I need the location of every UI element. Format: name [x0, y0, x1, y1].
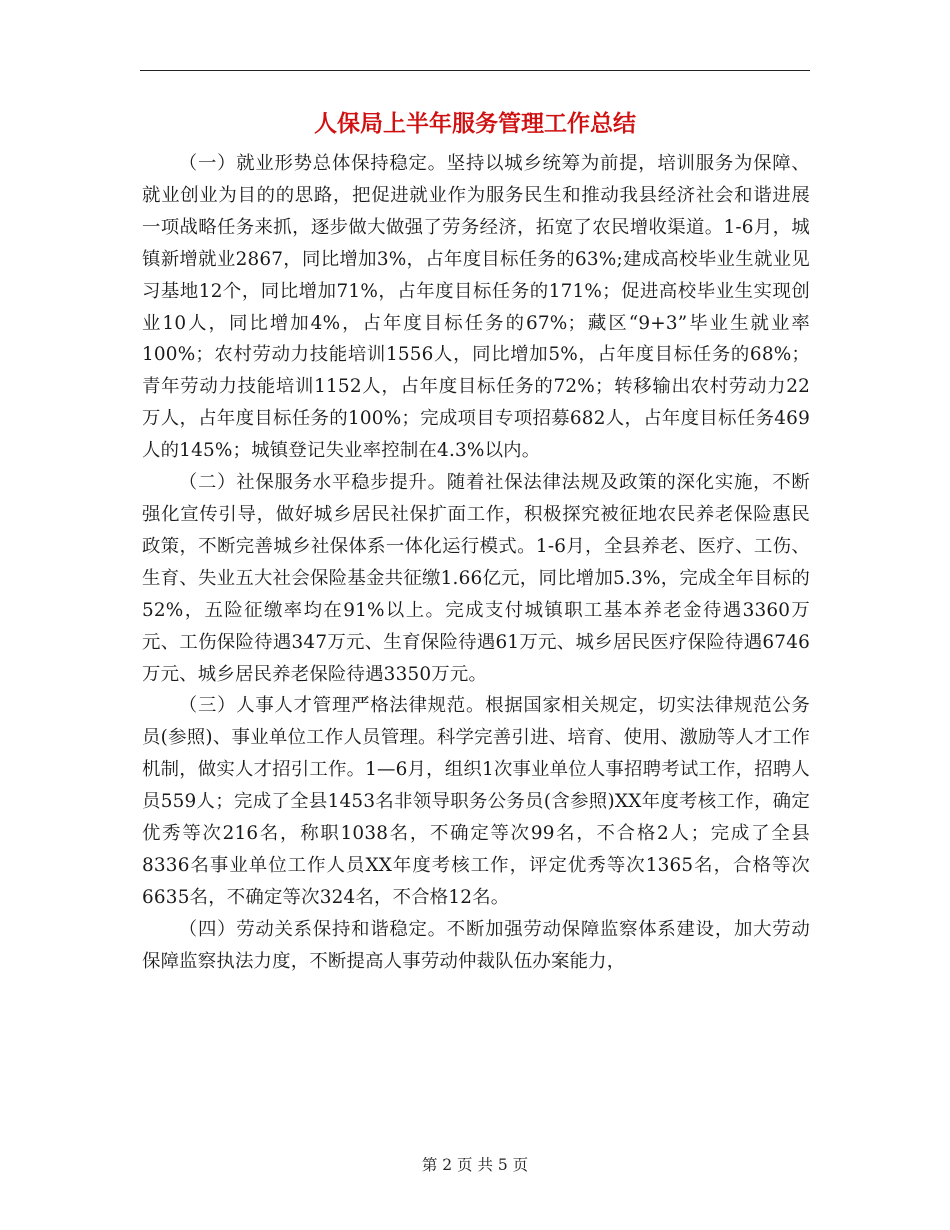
paragraph-labor-relations: （四）劳动关系保持和谐稳定。不断加强劳动保障监察体系建设，加大劳动保障监察执法力度，不断提高人事劳动仲裁队伍办案能力， — [142, 918, 810, 972]
page-number-footer: 第 2 页 共 5 页 — [421, 1156, 529, 1174]
paragraph-employment: （一）就业形势总体保持稳定。坚持以城乡统筹为前提，培训服务为保障、就业创业为目的的思路，把促进就业作为服务民生和推动我县经济社会和谐进展一项战略任务来抓，逐步做大做强了劳务经济，拓宽了农民增收渠道。1-6月，城镇新增就业2867，同比增加3%，占年度目标任务的63%;建成高校毕业生就业见习基地12个，同比增加71%，占年度目标任务的171%；促进高校毕业生实现创业10人，同比增加4%，占年度目标任务的67%；藏区“9+3”毕业生就业率100%；农村劳动力技能培训1556人，同比增加5%，占年度目标任务的68%；青年劳动力技能培训1152人，占年度目标任务的72%；转移输出农村劳动力22万人，占年度目标任务的100%；完成项目专项招募682人，占年度目标任务469人的145%；城镇登记失业率控制在4.3%以内。 — [142, 153, 810, 462]
paragraph-social-security: （二）社保服务水平稳步提升。随着社保法律法规及政策的深化实施，不断强化宣传引导，做好城乡居民社保扩面工作，积极探究被征地农民养老保险惠民政策，不断完善城乡社保体系一体化运行模式。1-6月，全县养老、医疗、工伤、生育、失业五大社会保险基金共征缴1.66亿元，同比增加5.3%，完成全年目标的52%，五险征缴率均在91%以上。完成支付城镇职工基本养老金待遇3360万元、工伤保险待遇347万元、生育保险待遇61万元、城乡居民医疗保险待遇6746万元、城乡居民养老保险待遇3350万元。 — [142, 472, 810, 685]
document-body — [142, 148, 810, 978]
header-rule — [140, 70, 810, 71]
document-title: 人保局上半年服务管理工作总结 — [314, 111, 636, 137]
paragraph-personnel: （三）人事人才管理严格法律规范。根据国家相关规定，切实法律规范公务员(参照)、事业单位工作人员管理。科学完善引进、培育、使用、激励等人才工作机制，做实人才招引工作。1—6月，组织1次事业单位人事招聘考试工作，招聘人员559人；完成了全县1453名非领导职务公务员(含参照)XX年度考核工作，确定优秀等次216名，称职1038名，不确定等次99名，不合格2人；完成了全县8336名事业单位工作人员XX年度考核工作，评定优秀等次1365名，合格等次6635名，不确定等次324名，不合格12名。 — [142, 695, 810, 908]
